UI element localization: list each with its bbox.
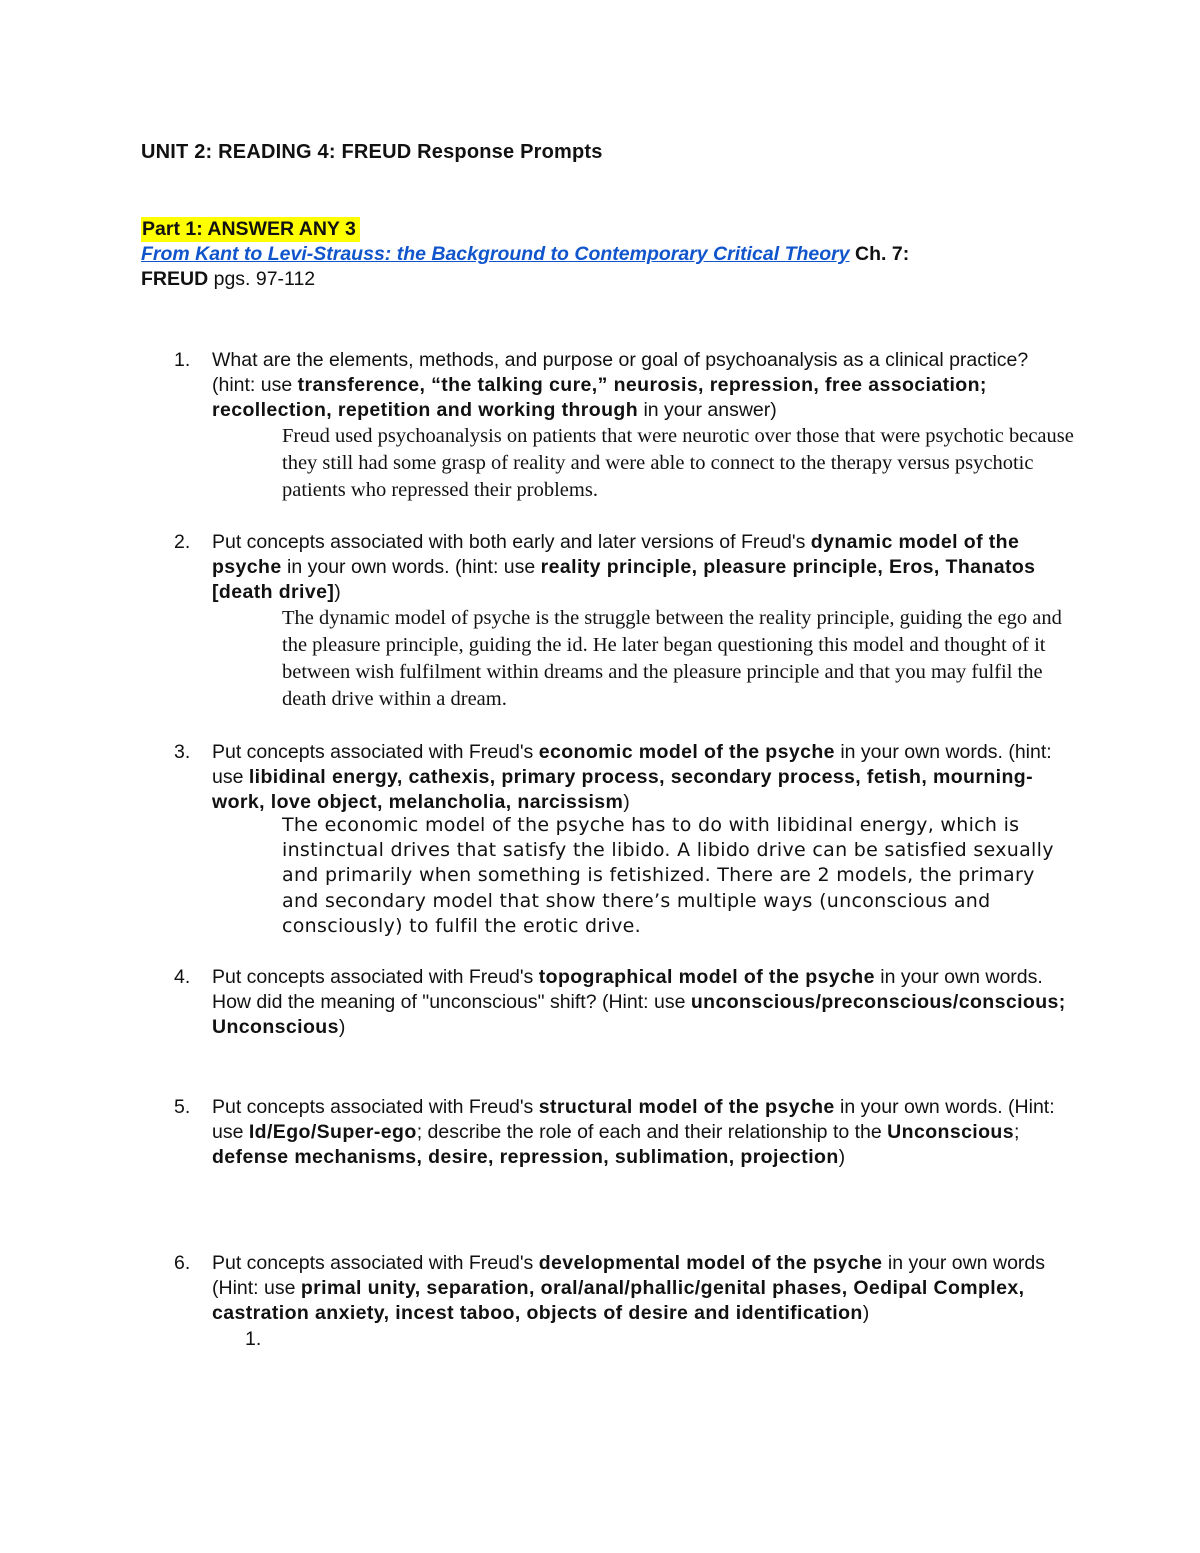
page-range: pgs. 97-112 <box>213 268 316 290</box>
source-citation <box>141 242 1071 292</box>
key-term: economic model of the psyche <box>538 741 835 763</box>
key-term: developmental model of the psyche <box>538 1252 883 1274</box>
part-label: Part 1: ANSWER ANY 3 <box>141 217 360 242</box>
answer-text: The economic model of the psyche has to do with libidinal energy, which is instinctual drives that satisfy the libido. A libido drive can be satisfied sexually and primarily when something is fetishized. There are 2 models, the primary and secondary model that show there’s multiple ways (unconscious and consciously) to fulfil the erotic drive. <box>282 814 1054 937</box>
chapter-label: Ch. 7: <box>855 243 910 265</box>
hint-terms: transference, “the talking cure,” neurosis, repression, free association; recollection, repetition and working through <box>212 374 987 421</box>
key-term: topographical model of the psyche <box>538 966 875 988</box>
question-number: 1. <box>174 349 191 371</box>
question-prompt: Put concepts associated with Freud's structural model of the psyche in your own words. (Hint: use Id/Ego/Super-ego; describe the role of each and their relationship to the Unconscious; defense mechanisms, desire, repression, sublimation, projection) <box>212 1096 1055 1168</box>
hint-terms: Unconscious <box>887 1121 1014 1143</box>
hint-terms: reality principle, pleasure principle, Eros, Thanatos [death drive] <box>212 556 1036 603</box>
question-number: 4. <box>174 966 191 988</box>
answer-text: The dynamic model of psyche is the struggle between the reality principle, guiding the ego and the pleasure principle, guiding the id. He later began questioning this model and thought of it between wish fulfilment within dreams and the pleasure principle and that you may fulfil the death drive within a dream. <box>282 607 1062 710</box>
page-title: UNIT 2: READING 4: FREUD Response Prompts <box>141 141 603 163</box>
answer-text: Freud used psychoanalysis on patients that were neurotic over those that were psychotic because they still had some grasp of reality and were able to connect to the therapy versus psychotic patients who repressed their problems. <box>282 425 1074 501</box>
sub-list-number: 1. <box>245 1328 262 1350</box>
question-number: 6. <box>174 1252 191 1274</box>
hint-terms: primal unity, separation, oral/anal/phallic/genital phases, Oedipal Complex, castration anxiety, incest taboo, objects of desire and identification <box>212 1277 1025 1324</box>
question-prompt: Put concepts associated with Freud's topographical model of the psyche in your own words. How did the meaning of "unconscious" shift? (Hint: use unconscious/preconscious/conscious; Unconscious) <box>212 966 1066 1038</box>
question-prompt: Put concepts associated with Freud's developmental model of the psyche in your own words (Hint: use primal unity, separation, oral/anal/phallic/genital phases, Oedipal Complex, castration anxiety, incest taboo, objects of desire and identification) <box>212 1252 1046 1324</box>
hint-terms: Id/Ego/Super-ego <box>248 1121 417 1143</box>
question-number: 5. <box>174 1096 191 1118</box>
question-prompt: What are the elements, methods, and purpose or goal of psychoanalysis as a clinical practice? (hint: use transference, “the talking cure,” neurosis, repression, free association; recollection, repetition and working through in your answer) <box>212 349 1029 421</box>
hint-terms: unconscious/preconscious/conscious; Unconscious <box>212 991 1066 1038</box>
question-number: 2. <box>174 531 191 553</box>
key-term: structural model of the psyche <box>538 1096 835 1118</box>
book-title-link[interactable]: From Kant to Levi-Strauss: the Background to Contemporary Critical Theory <box>141 243 850 265</box>
key-term: dynamic model of the psyche <box>212 531 1020 578</box>
question-number: 3. <box>174 741 191 763</box>
question-prompt: Put concepts associated with Freud's economic model of the psyche in your own words. (hint: use libidinal energy, cathexis, primary process, secondary process, fetish, mourning-work, love object, melancholia, narcissism) <box>212 741 1052 813</box>
hint-terms: libidinal energy, cathexis, primary process, secondary process, fetish, mourning-work, love object, melancholia, narcissism <box>212 766 1033 813</box>
chapter-name: FREUD <box>141 268 209 290</box>
question-prompt: Put concepts associated with both early and later versions of Freud's dynamic model of the psyche in your own words. (hint: use reality principle, pleasure principle, Eros, Thanatos [death drive]) <box>212 531 1036 603</box>
hint-terms: defense mechanisms, desire, repression, sublimation, projection <box>212 1146 839 1168</box>
